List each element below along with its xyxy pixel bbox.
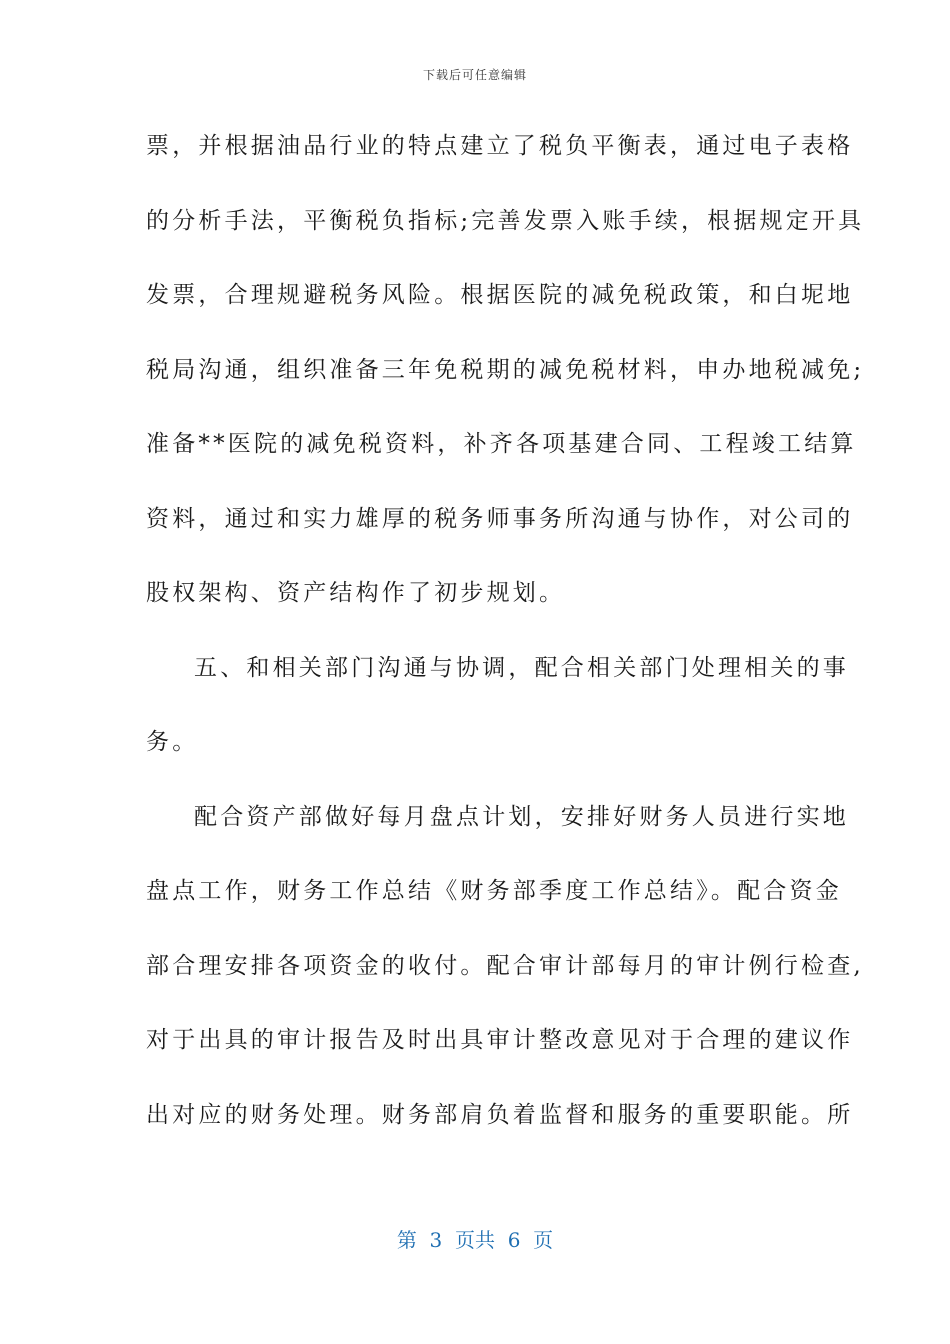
text-line: 资料，通过和实力雄厚的税务师事务所沟通与协作，对公司的: [146, 505, 854, 532]
text-line: 票，并根据油品行业的特点建立了税负平衡表，通过电子表格: [146, 133, 854, 159]
text-line: 对于出具的审计报告及时出具审计整改意见对于合理的建议作: [146, 1027, 854, 1053]
text-line: 盘点工作，财务工作总结《财务部季度工作总结》。配合资金: [146, 878, 842, 904]
text-line: 发票，合理规避税务风险。根据医院的减免税政策，和白坭地: [146, 282, 854, 308]
section-heading: 五、和相关部门沟通与协调，配合相关部门处理相关的事: [194, 654, 849, 681]
text-line: 准备**医院的减免税资料，补齐各项基建合同、工程竣工结算: [146, 431, 857, 457]
text-line: 股权架构、资产结构作了初步规划。: [146, 580, 566, 606]
page-number: 第 3 页共 6 页: [396, 1228, 554, 1252]
header-note: 下载后可任意编辑: [422, 68, 527, 82]
text-line: 出对应的财务处理。财务部肩负着监督和服务的重要职能。所: [146, 1101, 854, 1128]
text-line: 的分析手法，平衡税负指标;完善发票入账手续，根据规定开具: [146, 207, 865, 234]
text-line: 部合理安排各项资金的收付。配合审计部每月的审计例行检查,: [146, 952, 864, 979]
document-body: [146, 122, 865, 1165]
text-line: 务。: [146, 729, 199, 755]
text-line: 税局沟通，组织准备三年免税期的减免税材料，申办地税减免;: [146, 356, 865, 383]
paragraph-start: 配合资产部做好每月盘点计划，安排好财务人员进行实地: [194, 803, 849, 830]
